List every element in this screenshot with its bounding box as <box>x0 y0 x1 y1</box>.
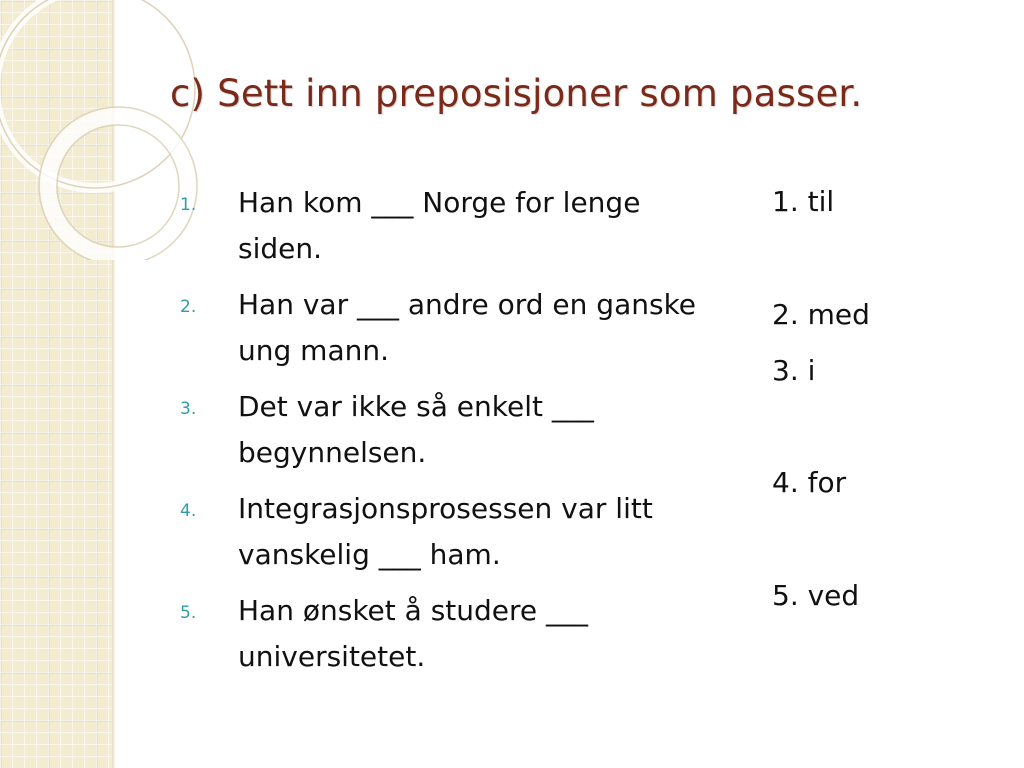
exercise-number: 2. <box>180 297 197 317</box>
answer-2: 2. med <box>772 298 870 331</box>
exercise-text: Han var ___ andre ord en ganske ung mann. <box>238 288 697 367</box>
exercise-item-3 <box>180 384 720 476</box>
answer-1: 1. til <box>772 185 835 218</box>
exercise-item-4 <box>180 486 720 578</box>
exercise-list <box>180 180 720 690</box>
answer-5: 5. ved <box>772 579 860 612</box>
answer-3: 3. i <box>772 354 816 387</box>
exercise-item-5 <box>180 588 720 680</box>
exercise-text: Han kom ___ Norge for lenge siden. <box>238 186 641 265</box>
exercise-text: Integrasjonsprosessen var litt vanskelig ___ ham. <box>238 492 653 571</box>
exercise-number: 4. <box>180 501 197 521</box>
slide-title: c) Sett inn preposisjoner som passer. <box>170 72 863 115</box>
exercise-number: 3. <box>180 399 197 419</box>
exercise-item-2 <box>180 282 720 374</box>
exercise-text: Han ønsket å studere ___ universitetet. <box>238 594 589 673</box>
answer-4: 4. for <box>772 466 847 499</box>
exercise-number: 1. <box>180 195 197 215</box>
exercise-number: 5. <box>180 603 197 623</box>
exercise-item-1 <box>180 180 720 272</box>
exercise-text: Det var ikke så enkelt ___ begynnelsen. <box>238 390 594 469</box>
